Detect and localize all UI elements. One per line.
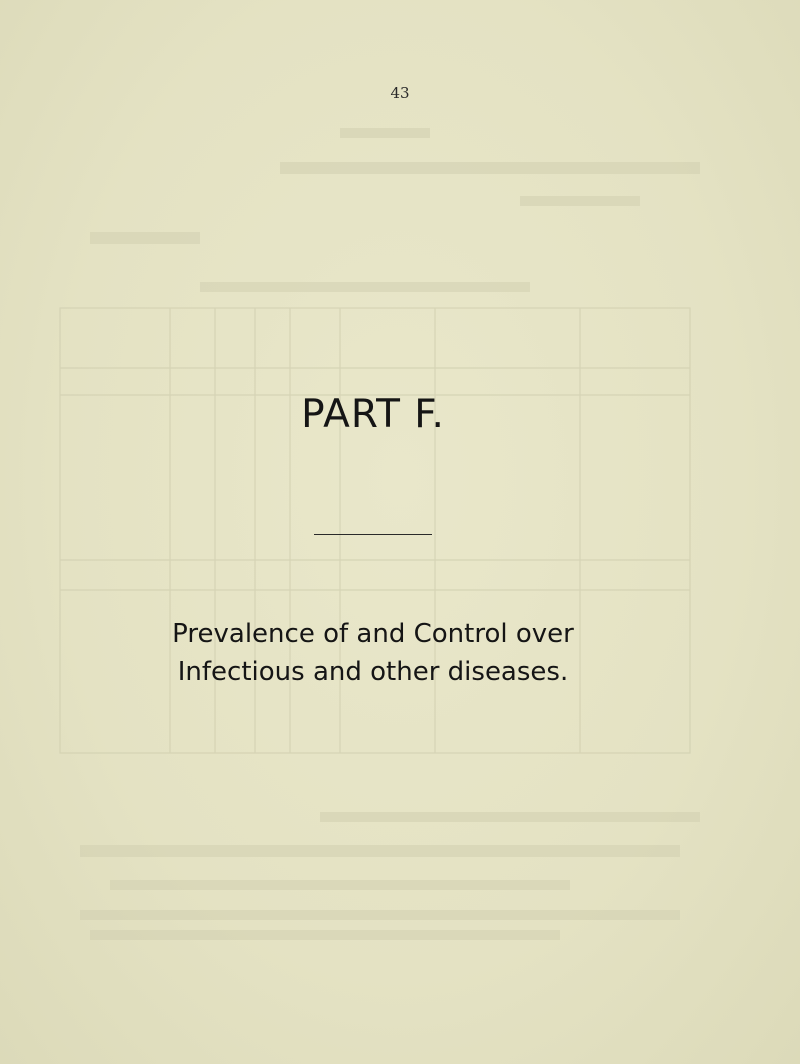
- subtitle-line-1: Prevalence of and Control over: [172, 619, 574, 649]
- subtitle-line-2: Infectious and other diseases.: [177, 657, 569, 687]
- part-title: PART F.: [301, 392, 445, 437]
- title-divider: [314, 534, 432, 535]
- page-number: 43: [390, 84, 410, 102]
- section-subtitle: [0, 615, 746, 691]
